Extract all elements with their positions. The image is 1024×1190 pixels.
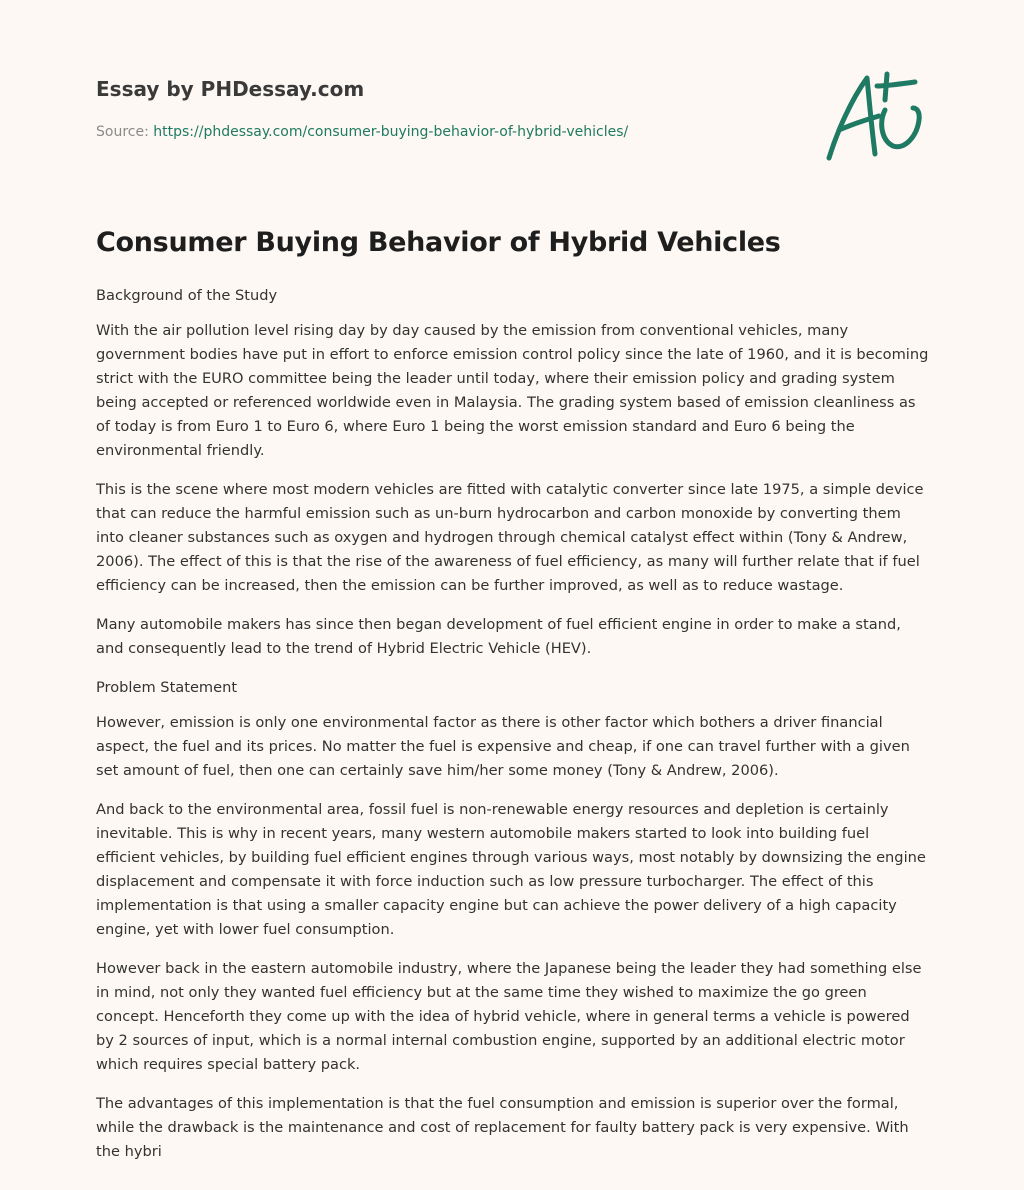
paragraph: However, emission is only one environmental factor as there is other factor which bothers a driver financial aspect, the fuel and its prices. No matter the fuel is expensive and cheap, if one can travel further with a given set amount of fuel, then one can certainly save him/her some money (Tony & Andrew, 2006). (96, 714, 910, 779)
paragraph: With the air pollution level rising day by day caused by the emission from conventional vehicles, many government bodies have put in effort to enforce emission control policy since the late of 1960, and it is becoming strict with the EURO committee being the leader until today, where their emission policy and grading system being accepted or referenced worldwide even in Malaysia. The grading system based of emission cleanliness as of today is from Euro 1 to Euro 6, where Euro 1 being the worst emission standard and Euro 6 being the environmental friendly. (96, 322, 929, 459)
site-brand: Essay by PHDessay.com (96, 77, 365, 101)
section-heading: Problem Statement (96, 679, 238, 696)
paragraph: And back to the environmental area, fossil fuel is non-renewable energy resources and depletion is certainly inevitable. This is why in recent years, many western automobile makers started to look into building fuel efficient vehicles, by building fuel efficient engines through various ways, most notably by downsizing the engine displacement and compensate it with force induction such as low pressure turbocharger. The effect of this implementation is that using a smaller capacity engine but can achieve the power delivery of a high capacity engine, yet with lower fuel consumption. (96, 801, 926, 938)
paragraph: The advantages of this implementation is that the fuel consumption and emission is superior over the formal, while the drawback is the maintenance and cost of replacement for faulty battery pack is very expensive. With the hybri (96, 1095, 909, 1160)
section-heading: Background of the Study (96, 287, 278, 304)
source-line (96, 124, 628, 140)
a-plus-logo-icon (825, 70, 925, 162)
paragraph: This is the scene where most modern vehicles are fitted with catalytic converter since late 1975, a simple device that can reduce the harmful emission such as un-burn hydrocarbon and carbon monoxide by converting them into cleaner substances such as oxygen and hydrogen through chemical catalyst effect within (Tony & Andrew, 2006). The effect of this is that the rise of the awareness of fuel efficiency, as many will further relate that if fuel efficiency can be increased, then the emission can be further improved, as well as to reduce wastage. (96, 481, 924, 594)
essay-title: Consumer Buying Behavior of Hybrid Vehicles (96, 227, 781, 258)
essay-body (96, 284, 932, 1179)
source-link[interactable]: https://phdessay.com/consumer-buying-behavior-of-hybrid-vehicles/ (153, 124, 629, 140)
paragraph: Many automobile makers has since then began development of fuel efficient engine in order to make a stand, and consequently lead to the trend of Hybrid Electric Vehicle (HEV). (96, 616, 901, 657)
paragraph: However back in the eastern automobile industry, where the Japanese being the leader they had something else in mind, not only they wanted fuel efficiency but at the same time they wished to maximize the go green concept. Henceforth they come up with the idea of hybrid vehicle, where in general terms a vehicle is powered by 2 sources of input, which is a normal internal combustion engine, supported by an additional electric motor which requires special battery pack. (96, 960, 922, 1073)
source-label: Source: (96, 124, 149, 140)
